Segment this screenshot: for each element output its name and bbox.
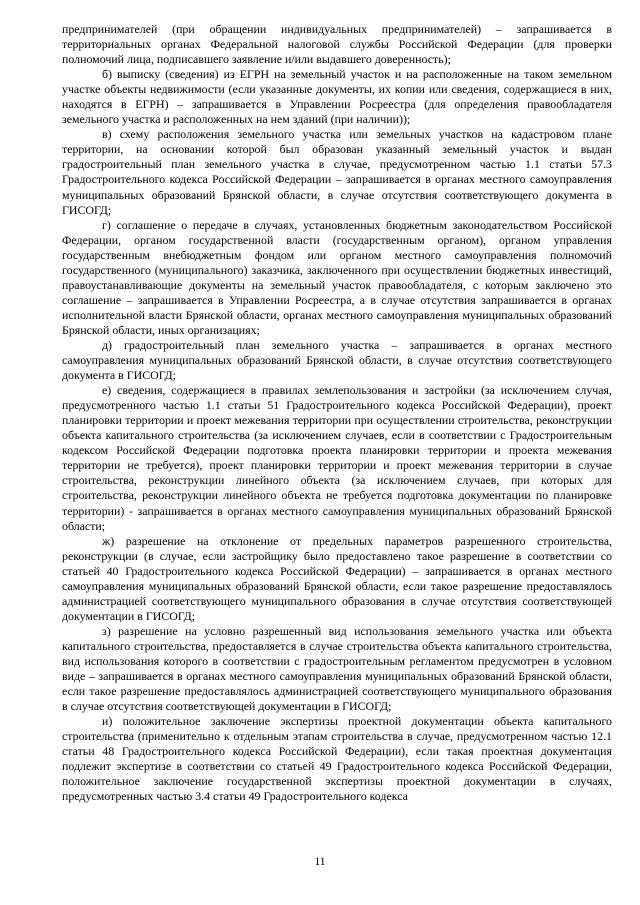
paragraph-g-transfer-agreement: г) соглашение о передаче в случаях, установленных бюджетным законодательством Российской Федерации, органом государственной власти (государственным органом), органом управления государственным внебюджетным фондом или органом местного самоуправления полномочий государственного (муниципального) заказчика, заключенного при осуществлении бюджетных инвестиций, правоустанавливающие документы на земельный участок правообладателя, с которым заключено это соглашение – запрашивается в Управлении Росреестра, а в случае отсутствия запрашивается в органах исполнительной власти Брянской области, органах местного самоуправления муниципальных образований Брянской области, иных организациях;	[62, 217, 612, 337]
paragraph-v-land-plot-scheme: в) схему расположения земельного участка или земельных участков на кадастровом плане территории, на основании которой был образован указанный земельный участок и выдан градостроительный план земельного участка в случае, предусмотренном частью 1.1 статьи 57.3 Градостроительного кодекса Российской Федерации – запрашивается в органах местного самоуправления муниципальных образований Брянской области, в случае отсутствия соответствующего документа в ГИСОГД;	[62, 127, 612, 217]
paragraph-z-conditional-use-permit: з) разрешение на условно разрешенный вид использования земельного участка или объекта капитального строительства, предоставляется в случае строительства объекта капитального строительства, вид использования которого в соответствии с градостроительным регламентом предусмотрен в условном виде – запрашивается в органах местного самоуправления муниципальных образований Брянской области, если такое разрешение предоставлялось администрацией соответствующего муниципального образования в случае отсутствия соответствующей документации в ГИСОГД;	[62, 623, 612, 714]
document-body	[62, 22, 612, 804]
paragraph-b-egrn-extract: б) выписку (сведения) из ЕГРН на земельный участок и на расположенные на таком земельном участке объекты недвижимости (если указанные документы, их копии или сведения, содержащиеся в них, находятся в ЕГРН) – запрашивается в Управлении Росреестра (для определения правообладателя земельного участка и расположенных на нем зданий (при наличии));	[62, 67, 612, 127]
page-number: 11	[314, 856, 326, 868]
paragraph-continuation: предпринимателей (при обращении индивидуальных предпринимателей) – запрашивается в территориальных органах Федеральной налоговой службы Российской Федерации (для проверки полномочий лица, подписавшего заявление и/или выдавшего доверенность);	[62, 22, 612, 67]
paragraph-zh-deviation-permit: ж) разрешение на отклонение от предельных параметров разрешенного строительства, реконструкции (в случае, если застройщику было предоставлено такое разрешение в соответствии со статьей 40 Градостроительного кодекса Российской Федерации) – запрашивается в органах местного самоуправления муниципальных образований Брянской области, если такое разрешение предоставлялось администрацией соответствующего муниципального образования в случае отсутствия соответствующей документации в ГИСОГД;	[62, 533, 612, 623]
paragraph-i-expertise-conclusion: и) положительное заключение экспертизы проектной документации объекта капитального строительства (применительно к отдельным этапам строительства в случае, предусмотренном частью 12.1 статьи 48 Градостроительного кодекса Российской Федерации), если такая проектная документация подлежит экспертизе в соответствии со статьей 49 Градостроительного кодекса Российской Федерации, положительное заключение государственной экспертизы проектной документации в случаях, предусмотренных частью 3.4 статьи 49 Градостроительного кодекса	[62, 714, 612, 804]
paragraph-e-land-use-rules: е) сведения, содержащиеся в правилах землепользования и застройки (за исключением случая, предусмотренного частью 1.1 статьи 51 Градостроительного кодекса Российской Федерации), проект планировки территории и проект межевания территории при осуществлении строительства, реконструкции объекта капитального строительства (за исключением случаев, если в соответствии с Градостроительным кодексом Российской Федерации подготовка проекта планировки территории и проекта межевания территории не требуется), проект планировки территории и проект межевания территории в случае строительства, реконструкции линейного объекта (за исключением случаев, при которых для строительства, реконструкции линейного объекта не требуется подготовка документации по планировке территории) - запрашивается в органах местного самоуправления муниципальных образований Брянской области;	[62, 383, 612, 533]
paragraph-d-urban-plan: д) градостроительный план земельного участка – запрашивается в органах местного самоуправления муниципальных образований Брянской области, в случае отсутствия соответствующего документа в ГИСОГД;	[62, 337, 612, 383]
